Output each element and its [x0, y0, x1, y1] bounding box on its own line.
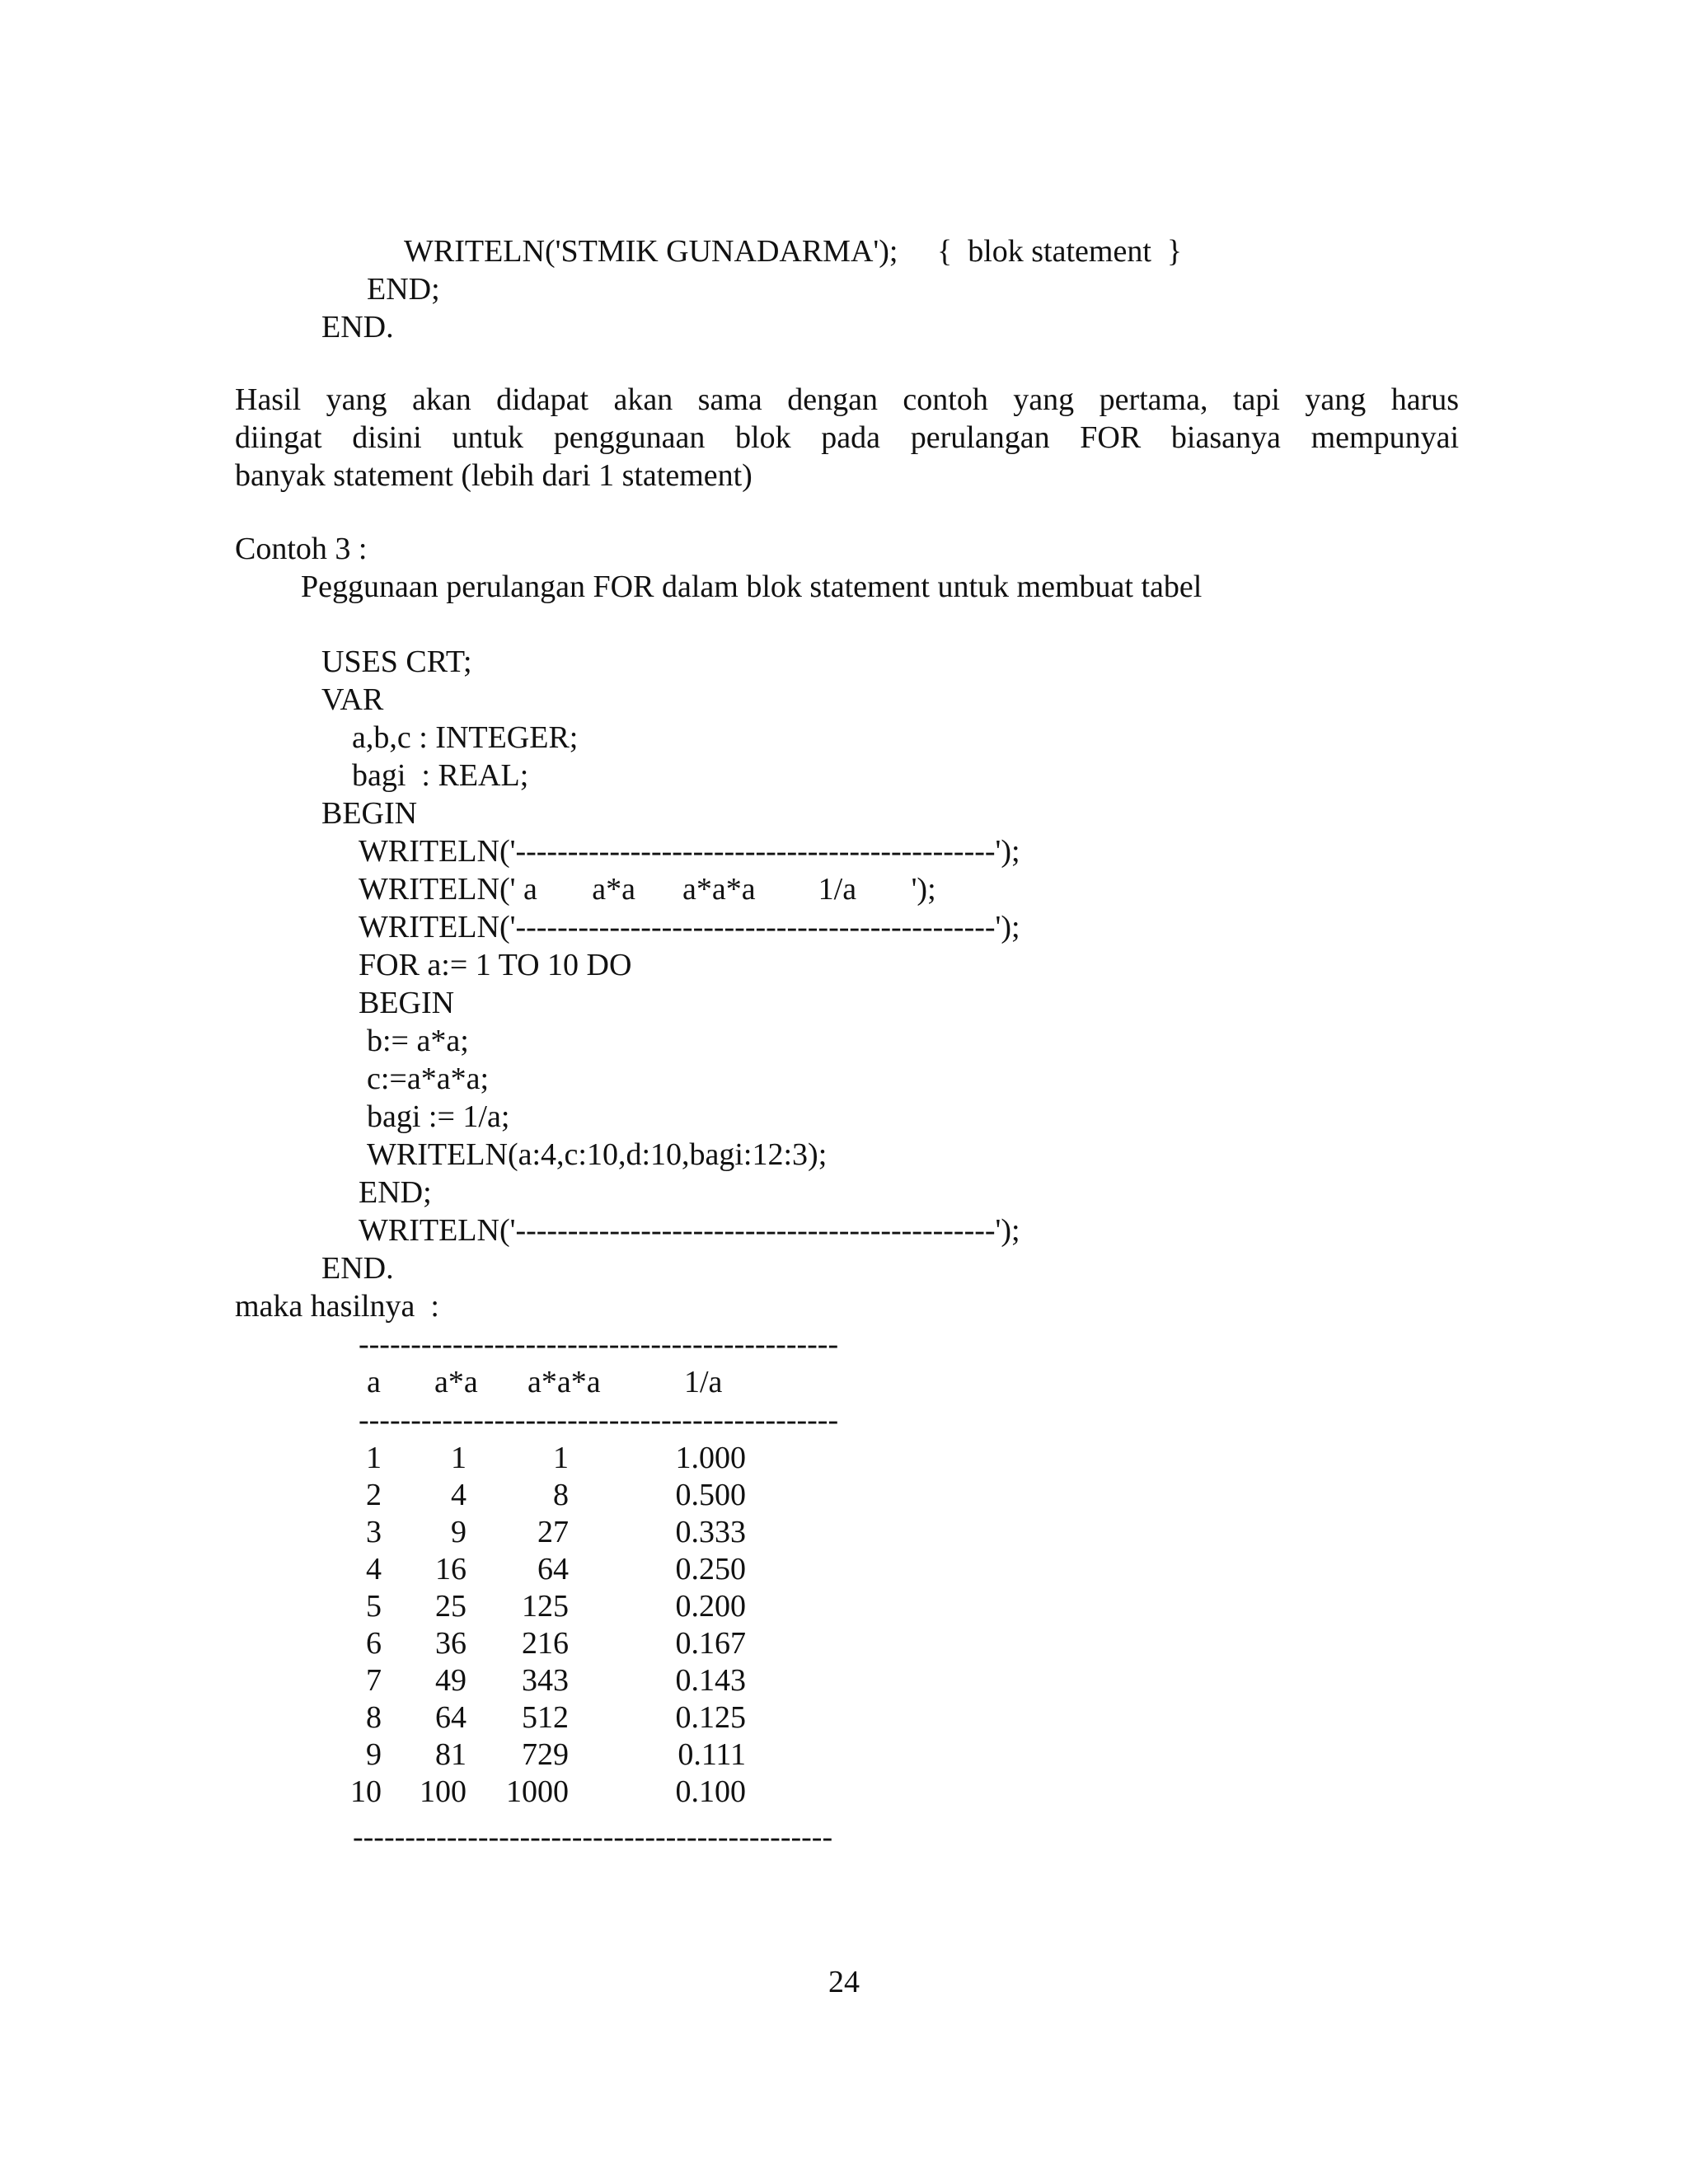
cell-a-cubed: 8: [553, 1478, 569, 1512]
cell-a-cubed: 27: [537, 1515, 569, 1549]
page-number: 24: [828, 1965, 860, 1999]
code-assign-bagi: bagi := 1/a;: [367, 1099, 510, 1134]
code-writeln-dash-2: WRITELN('----------------------------------------------');: [359, 910, 1020, 944]
code-writeln-header: WRITELN(' a a*a a*a*a 1/a ');: [359, 872, 936, 907]
code-var-integer: a,b,c : INTEGER;: [352, 720, 579, 755]
code-var: VAR: [321, 682, 384, 717]
code-begin: BEGIN: [321, 796, 418, 831]
cell-a-cubed: 216: [522, 1626, 569, 1661]
code-writeln-dash-1: WRITELN('----------------------------------------------');: [359, 834, 1020, 869]
cell-a-cubed: 125: [522, 1589, 569, 1624]
cell-a: 5: [366, 1589, 382, 1624]
cell-reciprocal: 0.167: [675, 1626, 746, 1661]
paragraph-line-1: Hasil yang akan didapat akan sama dengan contoh yang pertama, tapi yang harus: [235, 382, 1459, 417]
table-rule-header: ----------------------------------------------: [359, 1403, 839, 1437]
paragraph-line-2: diingat disini untuk penggunaan blok pada perulangan FOR biasanya mempunyai: [235, 420, 1459, 455]
example-description: Peggunaan perulangan FOR dalam blok statement untuk membuat tabel: [301, 569, 1203, 604]
example-heading: Contoh 3 :: [235, 532, 368, 566]
cell-a-cubed: 64: [537, 1552, 569, 1586]
cell-a-squared: 1: [451, 1441, 467, 1475]
table-header-a-squared: a*a: [434, 1365, 478, 1399]
code-line-writeln-stmik: WRITELN('STMIK GUNADARMA'); { blok statement }: [404, 234, 1183, 269]
code-assign-b: b:= a*a;: [367, 1024, 469, 1058]
cell-a-squared: 9: [451, 1515, 467, 1549]
code-for-loop: FOR a:= 1 TO 10 DO: [359, 948, 632, 982]
cell-a-squared: 25: [435, 1589, 467, 1624]
cell-reciprocal: 0.333: [675, 1515, 746, 1549]
cell-a-squared: 36: [435, 1626, 467, 1661]
cell-reciprocal: 0.200: [675, 1589, 746, 1624]
code-end-program: END.: [321, 1251, 394, 1286]
code-writeln-dash-3: WRITELN('----------------------------------------------');: [359, 1213, 1020, 1248]
cell-reciprocal: 0.250: [675, 1552, 746, 1586]
cell-a-squared: 81: [435, 1737, 467, 1772]
cell-reciprocal: 0.500: [675, 1478, 746, 1512]
cell-a: 9: [366, 1737, 382, 1772]
cell-a: 6: [366, 1626, 382, 1661]
result-label: maka hasilnya :: [235, 1289, 439, 1324]
cell-a-cubed: 343: [522, 1663, 569, 1698]
cell-a: 3: [366, 1515, 382, 1549]
code-uses-crt: USES CRT;: [321, 644, 472, 679]
cell-a-cubed: 1: [553, 1441, 569, 1475]
cell-a-squared: 100: [420, 1774, 467, 1809]
explanation-paragraph: [235, 381, 1459, 494]
code-writeln-values: WRITELN(a:4,c:10,d:10,bagi:12:3);: [367, 1137, 828, 1172]
cell-a-cubed: 512: [522, 1700, 569, 1735]
code-assign-c: c:=a*a*a;: [367, 1062, 490, 1096]
cell-a: 4: [366, 1552, 382, 1586]
cell-a-cubed: 729: [522, 1737, 569, 1772]
cell-reciprocal: 1.000: [675, 1441, 746, 1475]
code-line-end-outer: END.: [321, 310, 394, 344]
code-var-real: bagi : REAL;: [352, 758, 529, 793]
cell-reciprocal: 0.100: [675, 1774, 746, 1809]
cell-a: 2: [366, 1478, 382, 1512]
cell-a: 1: [366, 1441, 382, 1475]
code-loop-end: END;: [359, 1175, 432, 1210]
cell-reciprocal: 0.125: [675, 1700, 746, 1735]
table-header-a-cubed: a*a*a: [528, 1365, 601, 1399]
code-line-end-inner: END;: [367, 272, 440, 307]
cell-a-squared: 64: [435, 1700, 467, 1735]
table-header-a: a: [367, 1365, 381, 1399]
cell-reciprocal: 0.111: [678, 1737, 746, 1772]
cell-a: 7: [366, 1663, 382, 1698]
table-rule-bottom: ----------------------------------------------: [353, 1820, 833, 1854]
cell-a-squared: 16: [435, 1552, 467, 1586]
code-loop-begin: BEGIN: [359, 986, 455, 1020]
cell-a-cubed: 1000: [506, 1774, 569, 1809]
cell-a-squared: 49: [435, 1663, 467, 1698]
cell-a: 10: [350, 1774, 382, 1809]
cell-reciprocal: 0.143: [675, 1663, 746, 1698]
cell-a: 8: [366, 1700, 382, 1735]
paragraph-line-3: banyak statement (lebih dari 1 statement): [235, 458, 753, 493]
table-rule-top: ----------------------------------------------: [359, 1327, 839, 1361]
table-header-reciprocal: 1/a: [684, 1365, 723, 1399]
cell-a-squared: 4: [451, 1478, 467, 1512]
